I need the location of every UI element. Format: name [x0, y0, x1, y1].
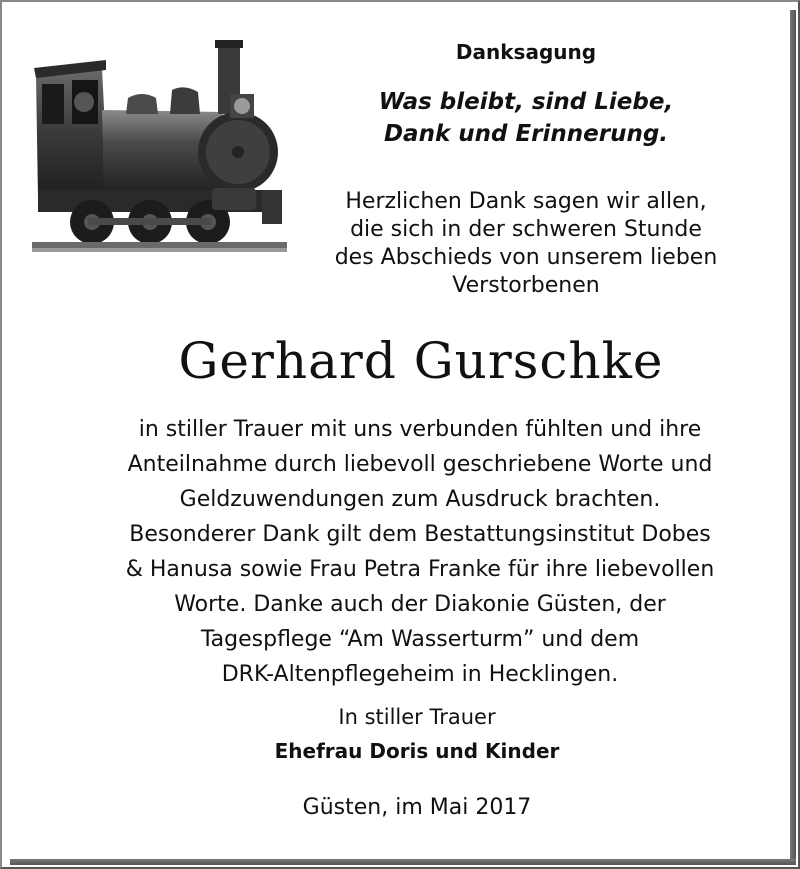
body-line: Tagespflege “Am Wasserturm” und dem	[200, 627, 640, 652]
intro-line: Verstorbenen	[452, 273, 600, 298]
body-line: Anteilnahme durch liebevoll geschriebene Worte und	[127, 452, 713, 477]
body-line: in stiller Trauer mit uns verbunden fühlten und ihre	[138, 417, 702, 442]
body-text	[32, 412, 800, 692]
intro-text	[298, 188, 754, 300]
intro-line: Herzlichen Dank sagen wir allen,	[345, 189, 707, 214]
signoff-line: In stiller Trauer	[338, 705, 496, 729]
signatories: Ehefrau Doris und Kinder	[274, 739, 560, 763]
place-date: Güsten, im Mai 2017	[302, 795, 532, 820]
body-line: Worte. Danke auch der Diakonie Güsten, der	[174, 592, 666, 617]
body-line: DRK-Altenpflegeheim in Hecklingen.	[221, 662, 619, 687]
deceased-name: Gerhard Gurschke	[178, 332, 664, 390]
intro-line: die sich in der schweren Stunde	[350, 217, 702, 242]
motto-line: Dank und Erinnerung.	[383, 121, 669, 147]
intro-line: des Abschieds von unserem lieben	[334, 245, 718, 270]
body-line: & Hanusa sowie Frau Petra Franke für ihre liebevollen	[125, 557, 715, 582]
motto	[340, 86, 712, 150]
steam-locomotive-icon	[32, 40, 287, 258]
body-line: Besonderer Dank gilt dem Bestattungsinstitut Dobes	[129, 522, 711, 547]
motto-line: Was bleibt, sind Liebe,	[378, 89, 674, 115]
notice-heading: Danksagung	[455, 40, 597, 64]
body-line: Geldzuwendungen zum Ausdruck brachten.	[179, 487, 661, 512]
